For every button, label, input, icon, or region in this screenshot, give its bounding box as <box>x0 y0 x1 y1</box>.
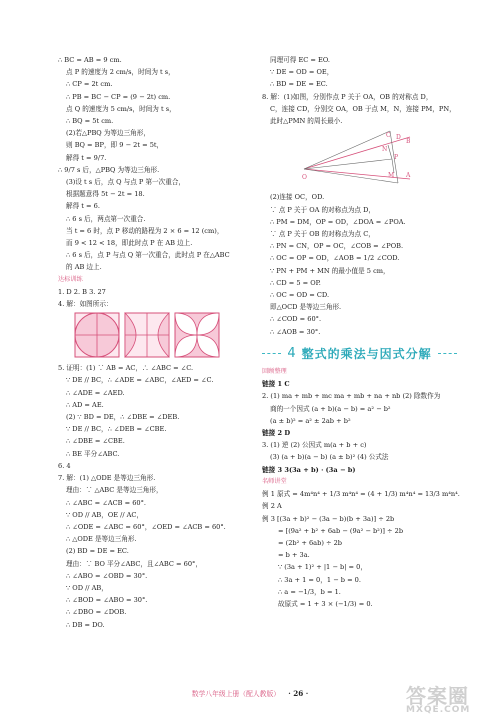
review-line: 商的一个因式 (a + b)(a − b) = a² − b² <box>270 404 391 413</box>
q4-figures <box>74 312 248 358</box>
q8-figure <box>302 129 457 189</box>
q7-line: 理由：∵ BO 平分∠ABC，且∠ABC = 60°， <box>66 559 202 568</box>
q8b-line: ∵ PN + PM + MN 的最小值是 5 cm， <box>270 266 390 275</box>
watermark-top: 答案圈 <box>406 684 469 708</box>
q5-line: (2) ∵ BD = DE，∴ ∠DBE = ∠DEB. <box>66 413 180 422</box>
right-column <box>262 54 460 610</box>
text-line: ∴ 9/7 s 后，△PBQ 为等边三角形. <box>58 165 160 174</box>
text-line: 根据题意得 5t − 2t = 18. <box>66 190 145 199</box>
text-line: ∵ DE = OD = OE， <box>270 68 334 77</box>
answers-1-3: 1. D 2. B 3. 27 <box>58 287 106 296</box>
q7-line: ∴ DB = DO. <box>66 620 105 629</box>
label-B: B <box>406 138 411 146</box>
q7-line: 7. 解：(1) △ODE 是等边三角形. <box>58 474 156 483</box>
text-line: 点 Q 的速度为 5 cm/s，时间为 t s， <box>66 104 176 113</box>
q7-line: ∵ OD // AB， <box>66 583 108 592</box>
text-line: 而 9 < 12 < 18，即此时点 P 在 AB 边上. <box>66 239 193 248</box>
section-number: 4 <box>287 345 296 361</box>
review-line: 链接 2 D <box>262 429 291 438</box>
section-tag-practice: 达标训练 <box>58 275 83 283</box>
text-line: ∴ 6 s 后，两点第一次重合. <box>66 214 146 223</box>
text-line: (3)设 t s 后，点 Q 与点 P 第一次重合， <box>66 178 186 187</box>
review-line: 3. (1) 逆 (2) 公因式 m(a + b + c) <box>262 441 367 450</box>
q7-line: ∴ ∠DBO = ∠DOB. <box>66 608 127 617</box>
q5-line: ∵ DE // BC，∴ ∠DEB = ∠CBE. <box>66 425 167 434</box>
q7-line: 理由：∵ △ABC 是等边三角形， <box>66 486 163 495</box>
q8-line: C，连接 CD，分别交 OA，OB 于点 M，N，连接 PM，PN， <box>270 104 456 113</box>
q6-line: 6. 4 <box>58 461 71 470</box>
q7-line: ∴ ∠ABO = ∠OBD = 30°. <box>66 571 148 580</box>
example-line: 例 1 原式 = 4m⁴n⁴ + 1/3 m⁴n⁴ = (4 + 1/3) m⁴n⁴ = 13/3 m⁴n⁴. <box>262 490 460 499</box>
q8b-line: ∴ OC = OD = CD. <box>270 291 330 300</box>
example-line: 故原式 = 1 + 3 × (−1/3) = 0. <box>278 599 373 608</box>
text-line: 的 AB 边上. <box>66 263 102 272</box>
q7-line: ∵ OD // AB，OE // AC， <box>66 510 144 519</box>
watermark-bottom: MXQE.COM <box>406 705 471 715</box>
text-line: (2)若△PBQ 为等边三角形， <box>66 129 150 138</box>
label-N: N <box>382 146 388 154</box>
section-title: 整式的乘法与因式分解 <box>301 346 432 361</box>
section-tag-examples: 名师讲堂 <box>262 477 287 485</box>
q7-line: ∴ ∠ABC = ∠ACB = 60°. <box>66 498 146 507</box>
text-line: ∴ BD = DE = EC. <box>270 80 328 89</box>
q8b-line: ∴ OC = OP = OD，∠AOB = 1/2 ∠COD. <box>270 254 400 263</box>
q7-line: ∴ △ODE 是等边三角形. <box>66 535 137 544</box>
example-line: ∴ 3a + 1 = 0，1 − b = 0. <box>278 575 361 584</box>
q8b-line: (2)连接 OC，OD. <box>270 193 325 202</box>
text-line: 同理可得 EC = EO. <box>270 56 330 64</box>
review-line: 链接 3 3(3a + b) · (3a − b) <box>262 465 356 474</box>
section-tag-review: 回顾整理 <box>262 368 287 376</box>
q5-line: ∴ AD = AE. <box>66 400 104 409</box>
text-line: 当 t = 6 时，点 P 移动的路程为 2 × 6 = 12 (cm)， <box>66 226 224 235</box>
watermark <box>406 680 482 714</box>
q8b-line: 即△OCD 是等边三角形. <box>270 303 342 312</box>
example-line: ∴ a = −1/3，b = 1. <box>278 587 341 596</box>
text-line: ∴ 6 s 后，点 P 与点 Q 第一次重合，此时点 P 在△ABC <box>66 251 230 260</box>
text-line: 点 P 的速度为 2 cm/s，时间为 t s， <box>66 68 175 77</box>
q7-line: ∴ ∠BOD = ∠ABO = 30°. <box>66 596 148 605</box>
q8b-line: ∴ ∠AOB = 30°. <box>270 327 321 336</box>
text-line: 解得 t = 9/7. <box>66 153 107 162</box>
example-line: 例 3 [(3a + b)² − (3a − b)(b + 3a)] ÷ 2b <box>262 514 395 523</box>
q5-line: ∵ DE // BC，∴ ∠ADE = ∠ABC，∠AED = ∠C. <box>66 376 214 385</box>
text-line: ∴ BQ = 5t cm. <box>66 117 114 126</box>
text-line: ∴ CP = 2t cm. <box>66 80 113 89</box>
left-column <box>58 54 248 631</box>
q8b-line: ∵ 点 P 关于 OB 的对称点为点 C， <box>270 230 375 239</box>
q7-line: ∴ ∠ODE = ∠ABC = 60°，∠OED = ∠ACB = 60°. <box>66 522 226 531</box>
label-A: A <box>406 172 411 180</box>
label-M: M <box>388 172 395 180</box>
q8b-line: ∴ PM = DM，OP = OD，∠DOA = ∠POA. <box>270 217 406 226</box>
q8b-line: ∴ CD = 5 = OP. <box>270 278 321 287</box>
example-line: = b + 3a. <box>278 551 310 560</box>
review-line: (a ± b)² = a² ± 2ab + b² <box>270 416 351 425</box>
example-line: ∵ (3a + 1)² + |1 − b| = 0， <box>278 563 367 572</box>
example-line: = [(9a² + b² + 6ab − (9a² − b²)] ÷ 2b <box>278 526 404 535</box>
label-P: P <box>394 154 399 162</box>
heading-rule-right <box>438 353 457 354</box>
text-line: 则 BQ = BP，即 9 − 2t = 5t， <box>66 141 164 150</box>
q8b-line: ∴ ∠COD = 60°. <box>270 315 322 324</box>
label-O: O <box>302 174 307 182</box>
section-heading <box>262 345 457 361</box>
q5-line: ∴ ∠DBE = ∠CBE. <box>66 437 125 446</box>
q8b-line: ∵ 点 P 关于 OA 的对称点为点 D， <box>270 205 375 214</box>
figure-star-square <box>174 312 220 358</box>
example-line: 例 2 A <box>262 502 282 511</box>
q5-line: ∴ BE 平分∠ABC. <box>66 449 120 458</box>
text-line: ∴ BC = AB = 9 cm. <box>58 56 122 64</box>
label-C: C <box>386 132 391 140</box>
example-line: = (2b² + 6ab) ÷ 2b <box>278 538 343 547</box>
page-number: · 26 · <box>288 689 309 698</box>
review-line: 2. (1) ma + mb + mc ma + mb + na + nb (2) 除数作为 <box>262 392 441 401</box>
heading-rule-left <box>262 353 281 354</box>
text-line: 解得 t = 6. <box>66 202 100 211</box>
q7-line: (2) BD = DE = EC. <box>66 547 129 556</box>
text-line: ∴ PB = BC − CP = (9 − 2t) cm. <box>66 92 171 101</box>
book-title: 数学八年级上册（配人教版） <box>191 690 281 698</box>
q4-line: 4. 解：如图所示： <box>58 300 113 309</box>
label-D: D <box>396 134 401 142</box>
q5-line: ∴ ∠ADE = ∠AED. <box>66 388 125 397</box>
q8b-line: ∴ PN = CN，OP = OC，∠COB = ∠POB. <box>270 242 404 251</box>
q8-line: 8. 解：(1)如图，分别作点 P 关于 OA，OB 的对称点 D， <box>262 92 433 101</box>
q8-line: 此时△PMN 的周长最小. <box>270 117 343 126</box>
review-line: (3) (a + b)(a − b) (a ± b)² (4) 公式法 <box>270 453 389 462</box>
q5-line: 5. 证明：(1) ∵ AB = AC，∴ ∠ABC = ∠C. <box>58 364 194 373</box>
review-line: 链接 1 C <box>262 380 290 389</box>
figure-circle-square <box>74 312 120 358</box>
figure-hourglass-square <box>124 312 170 358</box>
